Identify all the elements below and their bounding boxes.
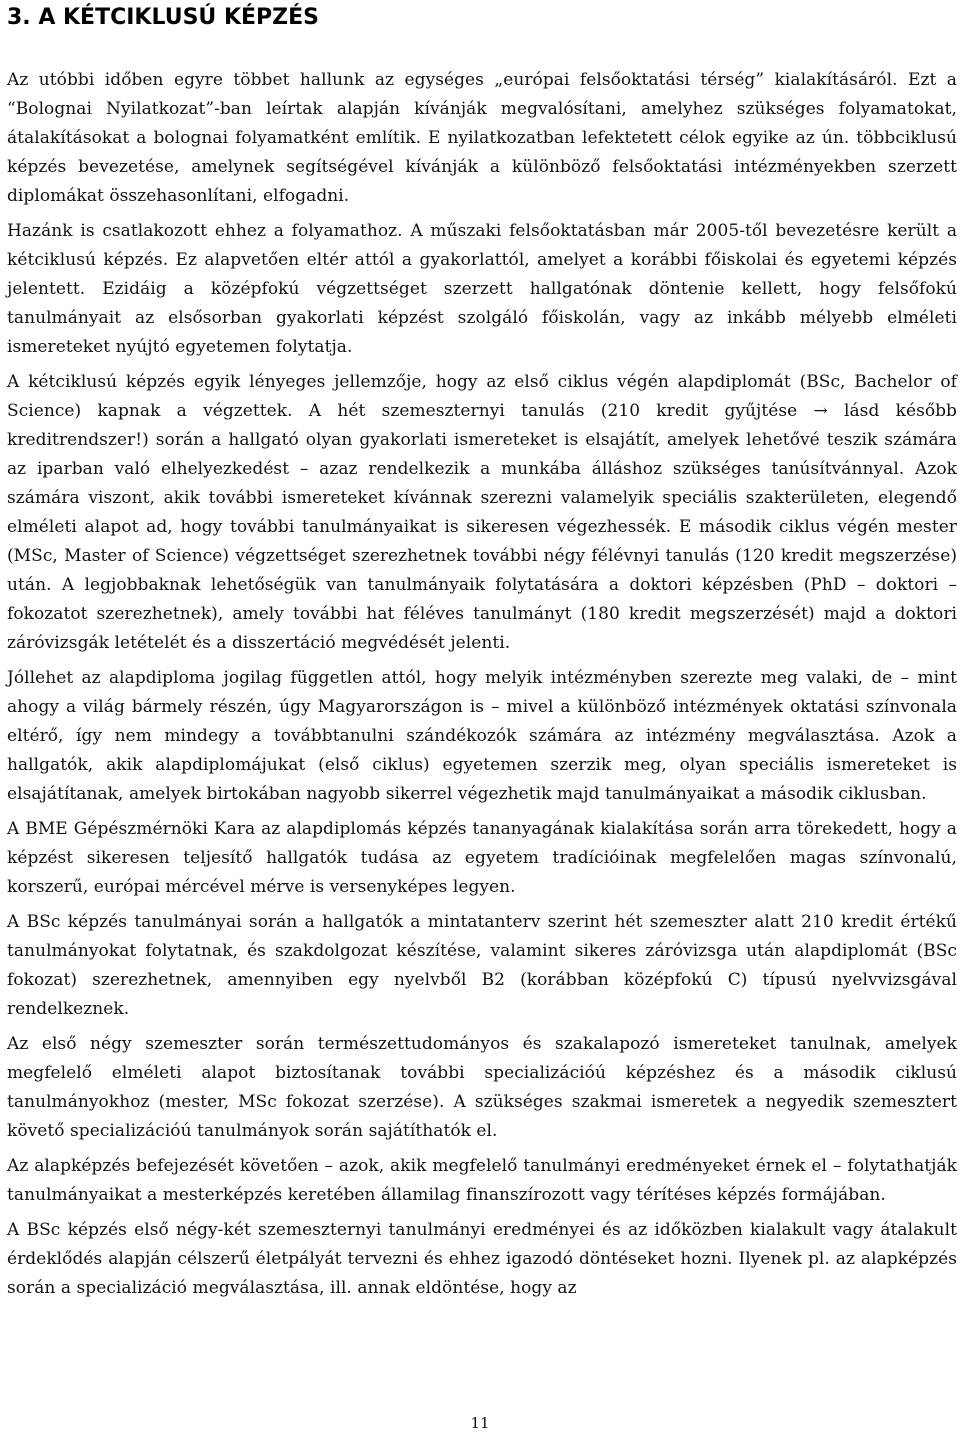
paragraph: A kétciklusú képzés egyik lényeges jellemzője, hogy az első ciklus végén alapdiplomát (BSc, Bachelor of Science) kapnak a végzettek. A hét szemeszternyi tanulás (210 kredit gyűjtése → lásd később kreditrendszer!) során a hallgató olyan gyakorlati ismereteket is elsajátít, amelyek lehetővé teszik számára az iparban való elhelyezkedést – azaz rendelkezik a munkába álláshoz szükséges tanúsítvánnyal. Azok számára viszont, akik további ismereteket kívánnak szerezni valamelyik speciális szakterületen, elegendő elméleti alapot ad, hogy további tanulmányaikat is sikeresen végezhessék. E második ciklus végén mester (MSc, Master of Science) végzettséget szerezhetnek további négy félévnyi tanulás (120 kredit megszerzése) után. A legjobbaknak lehetőségük van tanulmányaik folytatására a doktori képzésben (PhD – doktori – fokozatot szerezhetnek), amely további hat féléves tanulmányt (180 kredit megszerzését) majd a doktori záróvizsgák letételét és a disszertáció megvédését jelenti. [7, 372, 957, 653]
page-number: 11 [470, 1414, 490, 1432]
paragraph: Az alapképzés befejezését követően – azok, akik megfelelő tanulmányi eredményeket érnek el – folytathatják tanulmányaikat a mesterképzés keretében államilag finanszírozott vagy térítéses képzés formájában. [7, 1156, 957, 1205]
paragraph: A BME Gépészmérnöki Kara az alapdiplomás képzés tananyagának kialakítása során arra törekedett, hogy a képzést sikeresen teljesítő hallgatók tudása az egyetem tradícióinak megfelelően magas színvonalú, korszerű, európai mércével mérve is versenyképes legyen. [7, 819, 957, 897]
body-text [7, 66, 957, 1303]
paragraph: Az utóbbi időben egyre többet hallunk az egységes „európai felsőoktatási térség” kialakításáról. Ezt a “Bolognai Nyilatkozat”-ban leírtak alapján kívánják megvalósítani, amelyhez szükséges folyamatokat, átalakításokat a bolognai folyamatként említik. E nyilatkozatban lefektetett célok egyike az ún. többciklusú képzés bevezetése, amelynek segítségével kívánják a különböző felsőoktatási intézményekben szerzett diplomákat összehasonlítani, elfogadni. [7, 70, 957, 206]
chapter-heading: 3. A KÉTCIKLUSÚ KÉPZÉS [7, 5, 319, 30]
paragraph: A BSc képzés tanulmányai során a hallgatók a mintatanterv szerint hét szemeszter alatt 210 kredit értékű tanulmányokat folytatnak, és szakdolgozat készítése, valamint sikeres záróvizsga után alapdiplomát (BSc fokozat) szerezhetnek, amennyiben egy nyelvből B2 (korábban középfokú C) típusú nyelvvizsgával rendelkeznek. [7, 912, 957, 1019]
paragraph: Az első négy szemeszter során természettudományos és szakalapozó ismereteket tanulnak, amelyek megfelelő elméleti alapot biztosítanak további specializációú képzéshez és a második ciklusú tanulmányokhoz (mester, MSc fokozat szerzése). A szükséges szakmai ismeretek a negyedik szemesztert követő specializációú tanulmányok során sajátíthatók el. [7, 1034, 957, 1141]
paragraph: Jóllehet az alapdiploma jogilag független attól, hogy melyik intézményben szerezte meg valaki, de – mint ahogy a világ bármely részén, úgy Magyarországon is – mivel a különböző intézmények oktatási színvonala eltérő, így nem mindegy a továbbtanulni szándékozók számára az intézmény megválasztása. Azok a hallgatók, akik alapdiplomájukat (első ciklus) egyetemen szerzik meg, olyan speciális ismereteket is elsajátítanak, amelyek birtokában nagyobb sikerrel végezhetik majd tanulmányaikat a második ciklusban. [7, 668, 957, 804]
document-page [7, 0, 957, 1309]
paragraph: Hazánk is csatlakozott ehhez a folyamathoz. A műszaki felsőoktatásban már 2005-től bevezetésre került a kétciklusú képzés. Ez alapvetően eltér attól a gyakorlattól, amelyet a korábbi főiskolai és egyetemi képzés jelentett. Ezidáig a középfokú végzettséget szerzett hallgatónak döntenie kellett, hogy felsőfokú tanulmányait az elsősorban gyakorlati képzést szolgáló főiskolán, vagy az inkább mélyebb elméleti ismereteket nyújtó egyetemen folytatja. [7, 221, 957, 357]
paragraph: A BSc képzés első négy-két szemeszternyi tanulmányi eredményei és az időközben kialakult vagy átalakult érdeklődés alapján célszerű életpályát tervezni és ehhez igazodó döntéseket hozni. Ilyenek pl. az alapképzés során a specializáció megválasztása, ill. annak eldöntése, hogy az [7, 1220, 957, 1298]
